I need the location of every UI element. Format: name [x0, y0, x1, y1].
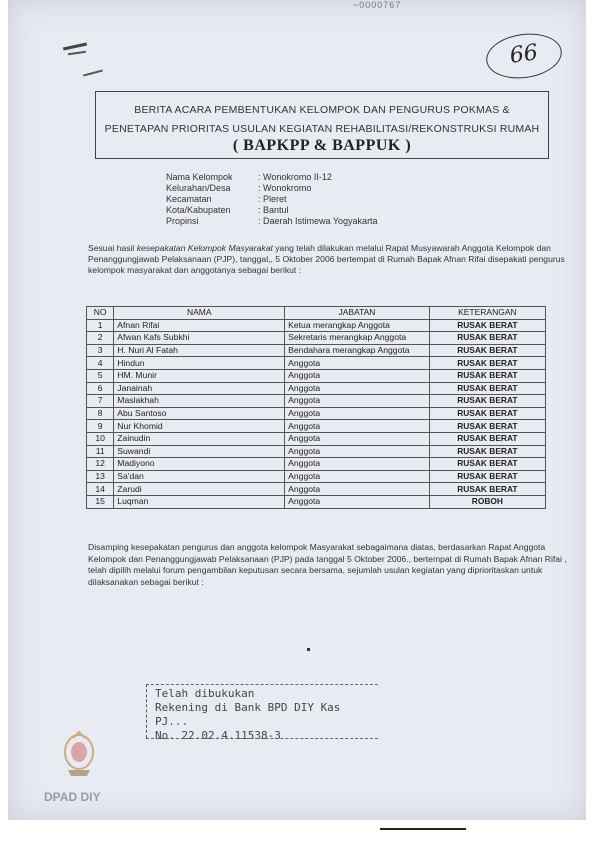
row-keterangan: RUSAK BERAT [429, 432, 545, 445]
members-table [86, 306, 546, 509]
table-row [87, 369, 546, 382]
row-keterangan: ROBOH [429, 495, 545, 508]
handwritten-mark [63, 43, 87, 51]
info-label: Kelurahan/Desa [166, 183, 231, 193]
row-nama: Hindun [114, 357, 285, 370]
handwritten-mark [68, 51, 86, 55]
row-no: 1 [87, 319, 114, 332]
info-value: : Daerah Istimewa Yogyakarta [258, 216, 378, 226]
row-jabatan: Ketua merangkap Anggota [285, 319, 430, 332]
document-page [8, 0, 586, 820]
table-row [87, 407, 546, 420]
header-no: NO [87, 307, 114, 320]
table-row [87, 395, 546, 408]
table-row [87, 470, 546, 483]
row-jabatan: Anggota [285, 483, 430, 496]
row-nama: Suwandi [114, 445, 285, 458]
row-jabatan: Bendahara merangkap Anggota [285, 344, 430, 357]
info-row [166, 183, 378, 194]
stamp-line-1: Telah dibukukan [155, 687, 255, 700]
row-nama: Luqman [114, 495, 285, 508]
group-info [166, 172, 378, 227]
row-nama: HM. Munir [114, 369, 285, 382]
info-label: Propinsi [166, 216, 199, 226]
row-keterangan: RUSAK BERAT [429, 470, 545, 483]
row-keterangan: RUSAK BERAT [429, 344, 545, 357]
header-nama: NAMA [114, 307, 285, 320]
table-row [87, 483, 546, 496]
row-no: 8 [87, 407, 114, 420]
row-nama: Madiyono [114, 458, 285, 471]
table-row [87, 319, 546, 332]
coat-of-arms-icon [60, 730, 98, 778]
row-jabatan: Anggota [285, 420, 430, 433]
intro-text: Sesuai hasil [88, 243, 137, 253]
row-keterangan: RUSAK BERAT [429, 420, 545, 433]
info-label: Kecamatan [166, 194, 212, 204]
row-keterangan: RUSAK BERAT [429, 382, 545, 395]
row-no: 3 [87, 344, 114, 357]
info-row [166, 194, 378, 205]
table-row [87, 420, 546, 433]
row-no: 15 [87, 495, 114, 508]
row-jabatan: Anggota [285, 445, 430, 458]
header-keterangan: KETERANGAN [429, 307, 545, 320]
info-label: Kota/Kabupaten [166, 205, 231, 215]
table-row [87, 357, 546, 370]
row-no: 13 [87, 470, 114, 483]
row-nama: Maslakhah [114, 395, 285, 408]
row-jabatan: Sekretaris merangkap Anggota [285, 332, 430, 345]
row-nama: Sa'dan [114, 470, 285, 483]
row-keterangan: RUSAK BERAT [429, 332, 545, 345]
row-jabatan: Anggota [285, 407, 430, 420]
info-value: : Bantul [258, 205, 289, 215]
scan-edge-line [380, 828, 466, 830]
row-jabatan: Anggota [285, 357, 430, 370]
row-jabatan: Anggota [285, 382, 430, 395]
table-row [87, 432, 546, 445]
table-row [87, 495, 546, 508]
row-keterangan: RUSAK BERAT [429, 357, 545, 370]
row-nama: Janainah [114, 382, 285, 395]
ink-dot [307, 648, 310, 651]
row-no: 2 [87, 332, 114, 345]
info-value: : Pleret [258, 194, 287, 204]
page-number-circled: 66 [483, 29, 564, 83]
row-jabatan: Anggota [285, 495, 430, 508]
table-row [87, 445, 546, 458]
row-jabatan: Anggota [285, 395, 430, 408]
info-row [166, 172, 378, 183]
title-line-1: BERITA ACARA PEMBENTUKAN KELOMPOK DAN PENGURUS POKMAS & [134, 104, 510, 116]
title-line-2: PENETAPAN PRIORITAS USULAN KEGIATAN REHABILITASI/REKONSTRUKSI RUMAH [104, 123, 540, 135]
table-body [87, 319, 546, 508]
title-box [95, 91, 549, 159]
stamp-line-3: No. 22.02.4.11538-3 [155, 729, 281, 742]
archive-watermark: DPAD DIY [44, 790, 101, 804]
row-jabatan: Anggota [285, 458, 430, 471]
row-nama: Zarudi [114, 483, 285, 496]
row-no: 5 [87, 369, 114, 382]
row-no: 12 [87, 458, 114, 471]
row-keterangan: RUSAK BERAT [429, 445, 545, 458]
row-no: 9 [87, 420, 114, 433]
intro-text: yang telah dilakukan melalui Rapat Musyawarah Anggota Kelompok dan Penanggungjawab Pelaksanaan (PJP), tanggal,, 5 Oktober 2006 bertempat di Rumah Bapak Afnan Rifai disepakati pengurus kelompok masyarakat dan anggotanya sebagai berikut : [88, 243, 565, 275]
row-jabatan: Anggota [285, 470, 430, 483]
info-row [166, 205, 378, 216]
row-no: 11 [87, 445, 114, 458]
row-keterangan: RUSAK BERAT [429, 369, 545, 382]
row-keterangan: RUSAK BERAT [429, 319, 545, 332]
header-jabatan: JABATAN [285, 307, 430, 320]
row-no: 10 [87, 432, 114, 445]
bank-stamp [146, 684, 378, 742]
table-row [87, 344, 546, 357]
row-jabatan: Anggota [285, 369, 430, 382]
row-nama: Afnan Rifai [114, 319, 285, 332]
info-row [166, 216, 378, 227]
archive-mark: ~0000767 [353, 0, 402, 10]
intro-emphasis: kesepakatan Kelompok Masyarakat [136, 243, 273, 253]
row-nama: Afwan Kafs Subkhi [114, 332, 285, 345]
row-nama: Zainudin [114, 432, 285, 445]
row-jabatan: Anggota [285, 432, 430, 445]
table-header-row [87, 307, 546, 320]
row-nama: Abu Santoso [114, 407, 285, 420]
row-nama: H. Nuri Al Fatah [114, 344, 285, 357]
intro-paragraph [88, 243, 574, 276]
stamp-line-2: Rekening di Bank BPD DIY Kas PJ... [155, 701, 341, 728]
row-keterangan: RUSAK BERAT [429, 483, 545, 496]
row-keterangan: RUSAK BERAT [429, 407, 545, 420]
table-row [87, 382, 546, 395]
handwritten-mark [83, 69, 103, 76]
stamp-border [146, 738, 378, 739]
row-keterangan: RUSAK BERAT [429, 458, 545, 471]
info-label: Nama Kelompok [166, 172, 233, 182]
table-row [87, 458, 546, 471]
row-no: 6 [87, 382, 114, 395]
info-value: : Wonokromo II-12 [258, 172, 332, 182]
row-no: 4 [87, 357, 114, 370]
closing-paragraph: Disamping kesepakatan pengurus dan anggota kelompok Masyarakat sebagaimana diatas, berdasarkan Rapat Anggota Kelompok dan Penanggungjawab Pelaksanaan (PJP) pada tanggal 5 Oktober 2006., bertempat di Rumah Bapak Afnan Rifai , telah dipilih melalui forum pengambilan keputusan secara bersama, sejumlah usulan kegiatan yang diprioritaskan untuk dilaksanakan sebagai berikut : [88, 542, 567, 587]
row-nama: Nur Khomid [114, 420, 285, 433]
title-line-3: ( BAPKPP & BAPPUK ) [232, 137, 412, 154]
table-row [87, 332, 546, 345]
row-keterangan: RUSAK BERAT [429, 395, 545, 408]
row-no: 7 [87, 395, 114, 408]
row-no: 14 [87, 483, 114, 496]
info-value: : Wonokromo [258, 183, 312, 193]
